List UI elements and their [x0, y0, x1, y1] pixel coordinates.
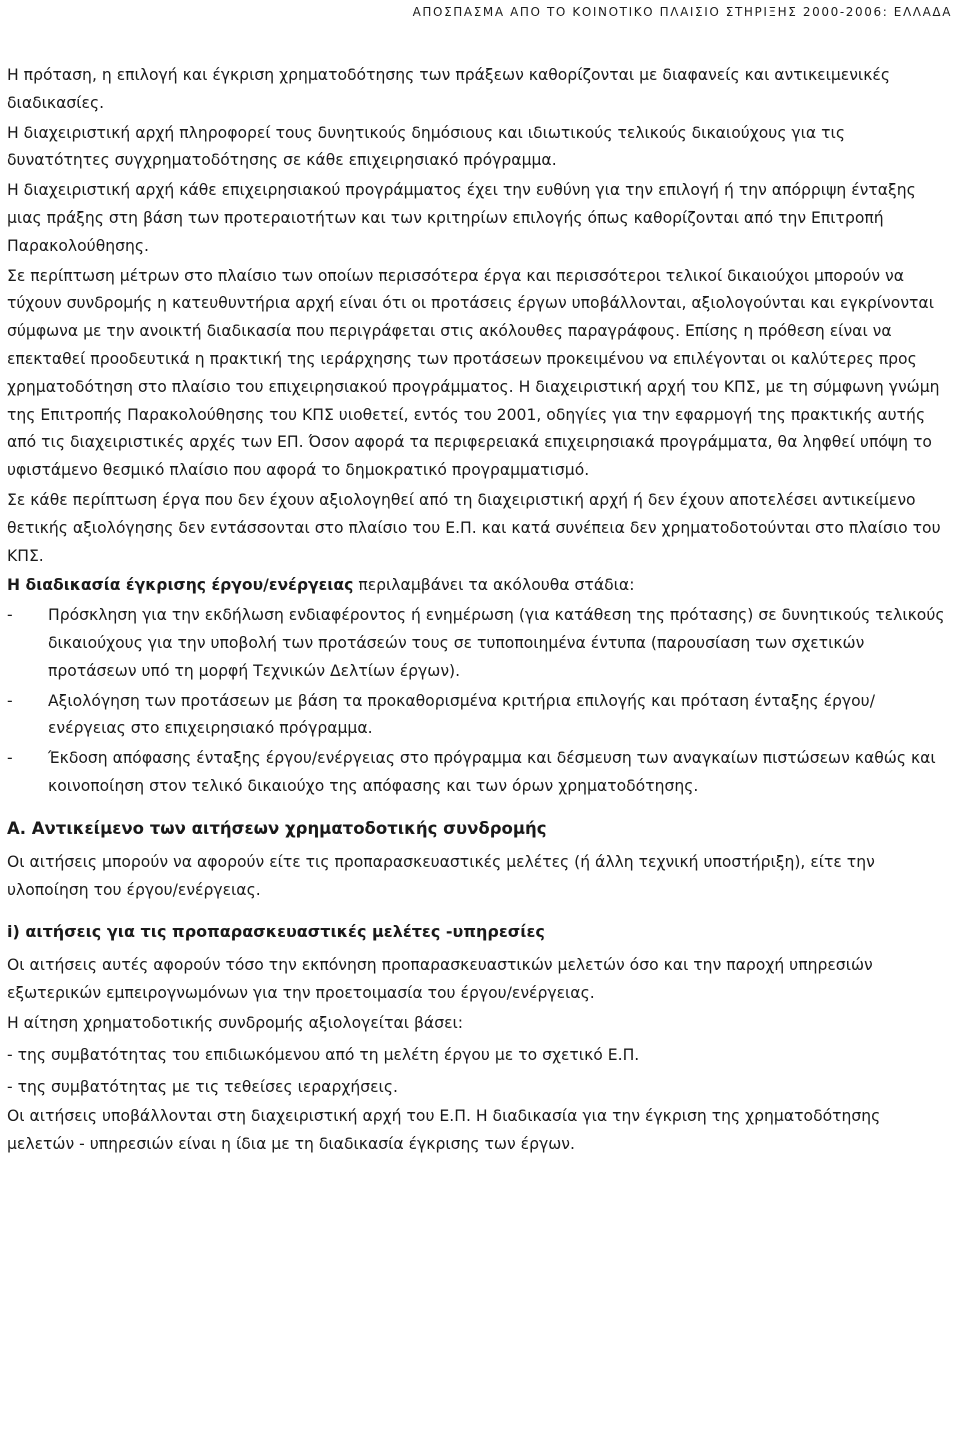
approval-stages-list	[7, 602, 951, 801]
paragraph-managing-authority-responsibility: Η διαχειριστική αρχή κάθε επιχειρησιακού προγράμματος έχει την ευθύνη για την επιλογή ή την απόρριψη ένταξης μιας πράξης στη βάση των προτεραιοτήτων και των κριτηρίων επιλογής όπως καθορίζονται από την Επιτροπή Παρακολούθησης.	[7, 181, 916, 255]
section-a-heading: Α. Αντικείμενο των αιτήσεων χρηματοδοτικής συνδρομής	[7, 818, 547, 838]
list-item	[7, 602, 951, 685]
paragraph-applications-scope: Οι αιτήσεις μπορούν να αφορούν είτε τις προπαρασκευαστικές μελέτες (ή άλλη τεχνική υποστήριξη), είτε την υλοποίηση του έργου/ενέργειας.	[7, 852, 875, 899]
list-item	[7, 688, 951, 744]
approval-procedure-rest: περιλαμβάνει τα ακόλουθα στάδια:	[353, 576, 635, 595]
evaluation-criteria-list	[7, 1042, 951, 1102]
list-dash: -	[7, 606, 13, 625]
paragraph-submission: Οι αιτήσεις υποβάλλονται στη διαχειριστική αρχή του Ε.Π. Η διαδικασία για την έγκριση της χρηματοδότησης μελετών - υπηρεσιών είναι η ίδια με τη διαδικασία έγκρισης των έργων.	[7, 1107, 881, 1154]
paragraph-non-evaluated-projects: Σε κάθε περίπτωση έργα που δεν έχουν αξιολογηθεί από τη διαχειριστική αρχή ή δεν έχουν αποτελέσει αντικείμενο θετικής αξιολόγησης δεν εντάσσονται στο πλαίσιο του Ε.Π. και κατά συνέπεια δεν χρηματοδοτούνται στο πλαίσιο του ΚΠΣ.	[7, 490, 941, 565]
paragraph-approval-procedure	[7, 572, 951, 600]
list-item-text: Έκδοση απόφασης ένταξης έργου/ενέργειας στο πρόγραμμα και δέσμευση των αναγκαίων πιστώσεων καθώς και κοινοποίηση στον τελικό δικαιούχο της απόφασης και των όρων χρηματοδότησης.	[48, 749, 936, 795]
approval-procedure-lead: Η διαδικασία έγκρισης έργου/ενέργειας	[7, 576, 354, 595]
document-body	[7, 62, 951, 1159]
paragraph-preparatory-studies: Οι αιτήσεις αυτές αφορούν τόσο την εκπόνηση προπαρασκευαστικών μελετών όσο και την παροχή υπηρεσιών εξωτερικών εμπειρογνωμόνων για την προετοιμασία του έργου/ενέργειας.	[7, 956, 873, 1003]
paragraph-evaluation-basis: Η αίτηση χρηματοδοτικής συνδρομής αξιολογείται βάσει:	[7, 1013, 464, 1032]
list-item	[7, 745, 951, 801]
section-i-heading: i) αιτήσεις για τις προπαρασκευαστικές μελέτες -υπηρεσίες	[7, 922, 545, 942]
list-dash: -	[7, 749, 13, 768]
list-item: - της συμβατότητας με τις τεθείσες ιεραρχήσεις.	[7, 1077, 398, 1096]
paragraph-proposal-selection: Η πρόταση, η επιλογή και έγκριση χρηματοδότησης των πράξεων καθορίζονται με διαφανείς και αντικειμενικές διαδικασίες.	[7, 66, 890, 112]
paragraph-open-procedure: Σε περίπτωση μέτρων στο πλαίσιο των οποίων περισσότερα έργα και περισσότεροι τελικοί δικαιούχοι μπορούν να τύχουν συνδρομής η κατευθυντήρια αρχή είναι ότι οι προτάσεις έργων υποβάλλονται, αξιολογούνται και εγκρίνονται σύμφωνα με την ανοικτή διαδικασία που περιγράφεται στις ακόλουθες παραγράφους. Επίσης η πρόθεση είναι να επεκταθεί προοδευτικά η πρακτική της ιεράρχησης των προτάσεων προκειμένου να επιλέγονται οι καλύτερες προς χρηματοδότηση στο πλαίσιο του επιχειρησιακού προγράμματος. Η διαχειριστική αρχή του ΚΠΣ, με τη σύμφωνη γνώμη της Επιτροπής Παρακολούθησης του ΚΠΣ υιοθετεί, εντός του 2001, οδηγίες για την εφαρμογή της πρακτικής αυτής από τις διαχειριστικές αρχές των ΕΠ. Όσον αφορά τα περιφερειακά επιχειρησιακά προγράμματα, θα ληφθεί υπόψη το υφιστάμενο θεσμικό πλαίσιο που αφορά το δημοκρατικό προγραμματισμό.	[7, 266, 940, 480]
list-item-text: Πρόσκληση για την εκδήλωση ενδιαφέροντος ή ενημέρωση (για κατάθεση της πρότασης) σε δυνητικούς τελικούς δικαιούχους για την υποβολή των προτάσεών τους σε τυποποιημένα έντυπα (παρουσίαση των σχετικών προτάσεων υπό τη μορφή Τεχνικών Δελτίων έργων).	[48, 606, 945, 680]
running-header: ΑΠΟΣΠΑΣΜΑ ΑΠΟ ΤΟ ΚΟΙΝΟΤΙΚΟ ΠΛΑΙΣΙΟ ΣΤΗΡΙΞΗΣ 2000-2006: ΕΛΛΑΔΑ	[412, 5, 952, 19]
list-dash: -	[7, 691, 13, 710]
list-item: - της συμβατότητας του επιδιωκόμενου από τη μελέτη έργου με το σχετικό Ε.Π.	[7, 1045, 640, 1064]
list-item-text: Αξιολόγηση των προτάσεων με βάση τα προκαθορισμένα κριτήρια επιλογής και πρόταση ένταξης έργου/ενέργειας στο επιχειρησιακό πρόγραμμα.	[48, 691, 875, 738]
paragraph-managing-authority-informs: Η διαχειριστική αρχή πληροφορεί τους δυνητικούς δημόσιους και ιδιωτικούς τελικούς δικαιούχους για τις δυνατότητες συγχρηματοδότησης σε κάθε επιχειρησιακό πρόγραμμα.	[7, 123, 845, 170]
